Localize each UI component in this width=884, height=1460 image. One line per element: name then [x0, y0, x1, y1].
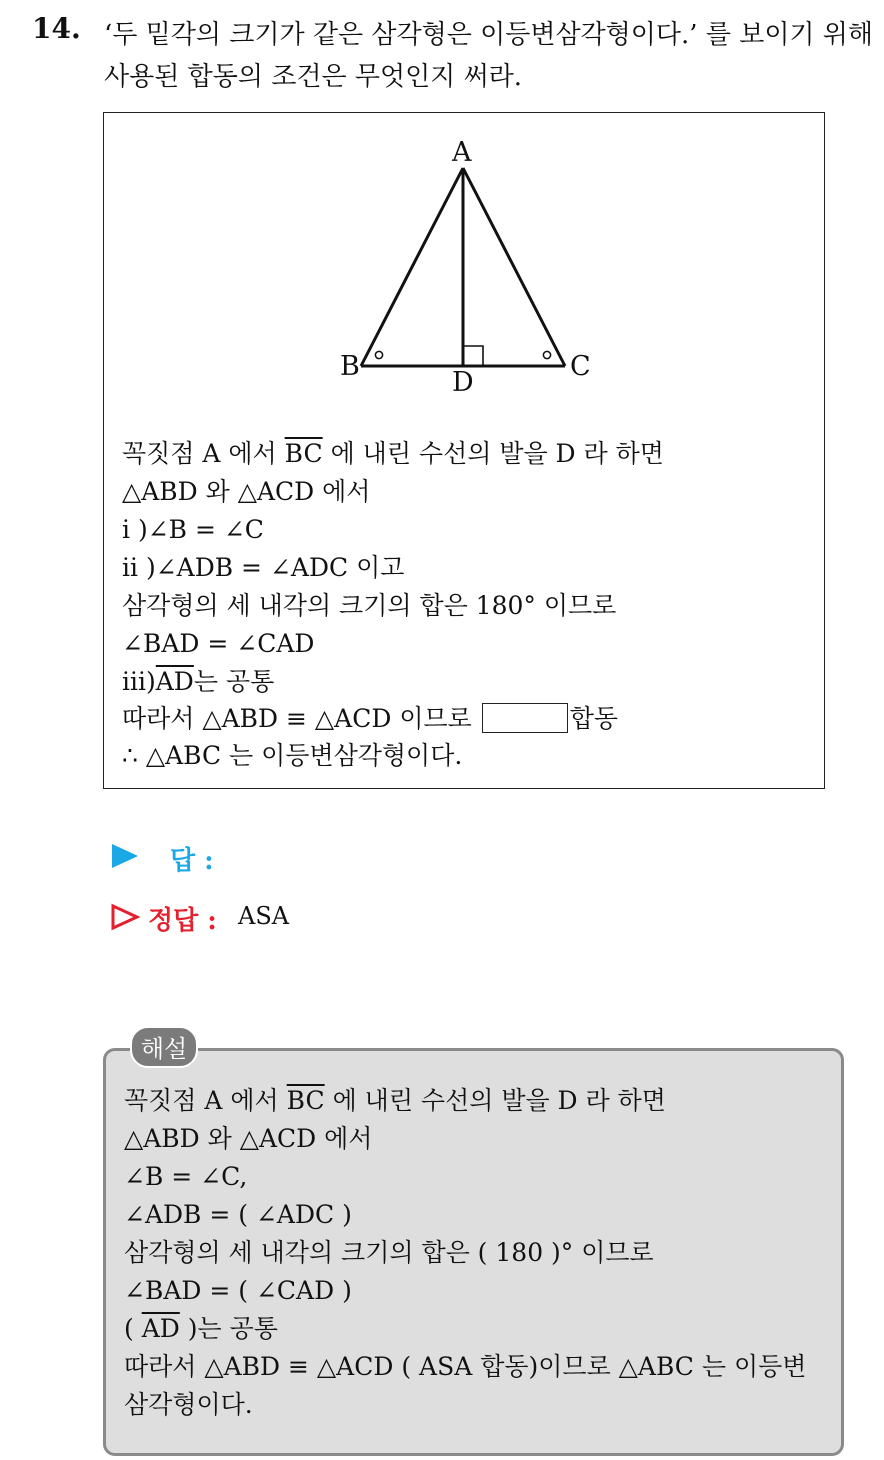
explanation-line-7-rest: )는 공통: [179, 1314, 278, 1343]
proof-line-8: [122, 703, 618, 734]
angle-mark-b: [375, 351, 382, 358]
explanation-tab: 해설: [130, 1026, 198, 1068]
vertex-label-c: C: [570, 351, 591, 382]
answer-label: 답 :: [170, 846, 214, 876]
proof-line-9: ∴ △ABC 는 이등변삼각형이다.: [122, 741, 463, 770]
answer-blank-box: [482, 703, 568, 733]
proof-line-6: ∠BAD = ∠CAD: [122, 629, 315, 658]
explanation-line-3: ∠B = ∠C,: [124, 1162, 248, 1191]
explanation-line-4: ∠ADB = ( ∠ADC ): [124, 1200, 352, 1229]
proof-line-5: 삼각형의 세 내각의 크기의 합은 180° 이므로: [122, 591, 617, 620]
right-angle-mark: [463, 346, 483, 366]
correct-answer-value: ASA: [238, 902, 290, 930]
explanation-line-1-text: 꼭짓점 A 에서: [124, 1086, 287, 1115]
segment-bc: $\overline{BC}$: [284, 439, 323, 468]
correct-answer-label: 정답 :: [148, 906, 217, 936]
foot-label-d: D: [452, 367, 474, 398]
proof-line-7-rest: 는 공통: [193, 667, 275, 696]
proof-line-8-rest: 합동: [569, 704, 619, 733]
question-text-line-2: 사용된 합동의 조건은 무엇인지 써라.: [104, 62, 523, 92]
side-ab: [361, 168, 463, 366]
explanation-line-8: 따라서 △ABD ≡ △ACD ( ASA 합동)이므로 △ABC 는 이등변: [124, 1352, 807, 1381]
explanation-line-7: [124, 1314, 278, 1344]
play-solid-icon: [110, 842, 140, 870]
explanation-segment-bc: $\overline{BC}$: [286, 1086, 325, 1115]
explanation-line-1: [124, 1086, 666, 1116]
explanation-line-1-rest: 에 내린 수선의 발을 D 라 하면: [324, 1086, 666, 1115]
explanation-line-2: △ABD 와 △ACD 에서: [124, 1124, 373, 1153]
side-ac: [463, 168, 565, 366]
explanation-line-6: ∠BAD = ( ∠CAD ): [124, 1276, 352, 1305]
triangle-figure: [104, 113, 826, 413]
proof-line-4: ii )∠ADB = ∠ADC 이고: [122, 553, 405, 582]
proof-line-1-rest: 에 내린 수선의 발을 D 라 하면: [322, 439, 664, 468]
explanation-line-9: 삼각형이다.: [124, 1390, 253, 1419]
vertex-label-a: A: [452, 137, 472, 168]
vertex-label-b: B: [340, 351, 360, 382]
play-outline-icon: [110, 903, 140, 931]
proof-line-7-text: iii): [122, 667, 156, 696]
proof-line-1-text: 꼭짓점 A 에서: [122, 439, 285, 468]
explanation-line-7-text: (: [124, 1314, 142, 1343]
angle-mark-c: [543, 351, 550, 358]
proof-line-8-text: 따라서 △ABD ≡ △ACD 이므로: [122, 704, 480, 733]
segment-ad: $\overline{AD}$: [155, 667, 194, 696]
explanation-segment-ad: $\overline{AD}$: [141, 1314, 180, 1343]
proof-line-7: [122, 667, 274, 697]
proof-line-1: [122, 439, 664, 469]
proof-line-2: △ABD 와 △ACD 에서: [122, 477, 371, 506]
question-text-line-1: ‘두 밑각의 크기가 같은 삼각형은 이등변삼각형이다.’ 를 보이기 위해: [104, 20, 874, 50]
explanation-line-5: 삼각형의 세 내각의 크기의 합은 ( 180 )° 이므로: [124, 1238, 654, 1267]
question-number: 14.: [32, 12, 81, 45]
proof-line-3: i )∠B = ∠C: [122, 515, 264, 544]
